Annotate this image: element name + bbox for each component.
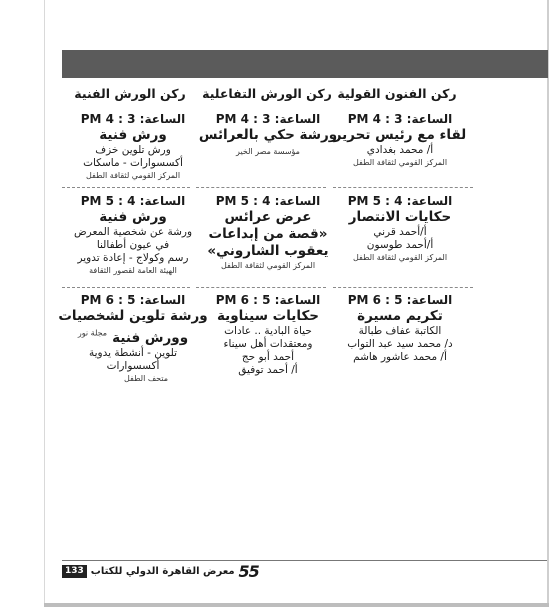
event-title: لقاء مع رئيس تحرير xyxy=(333,127,467,143)
event-organizer: المركز القومي لثقافة الطفل xyxy=(352,158,448,167)
header-bar xyxy=(62,50,548,78)
event-title: حكايات الانتصار xyxy=(348,209,452,225)
event-title: ورشة حكي بالعرائس xyxy=(198,127,338,143)
footer xyxy=(62,563,259,579)
event-title: يعقوب الشاروني» xyxy=(207,243,329,259)
event-time: الساعة: 5 : 6 PM xyxy=(80,293,186,307)
column-header-verbal-arts: ركن الفنون القولية xyxy=(337,86,457,101)
event-line: أ/ محمد عاشور هاشم xyxy=(353,351,447,363)
event-line: ورشة عن شخصية المعرض xyxy=(73,226,193,238)
event-title: ورش فنية xyxy=(99,127,167,143)
separator xyxy=(62,287,190,288)
event-cell xyxy=(325,111,475,169)
event-tag: مجلة نور xyxy=(77,328,108,338)
bottom-band xyxy=(44,603,549,607)
event-speaker: أ/ محمد بغدادي xyxy=(366,144,434,156)
event-line: حياة البادية .. عادات xyxy=(224,325,312,337)
event-line: أحمد أبو حج xyxy=(241,351,295,363)
event-title: ورش فنية xyxy=(99,209,167,225)
footer-title: معرض القاهرة الدولي للكتاب xyxy=(90,565,235,577)
event-line: في عيون أطفالنا xyxy=(96,239,170,251)
page-edge-right xyxy=(547,0,549,607)
event-cell xyxy=(325,193,475,264)
event-title: «قصة من إبداعات xyxy=(208,226,328,242)
footer-rule xyxy=(62,560,547,561)
event-line: د/ محمد سيد عبد التواب xyxy=(347,338,453,350)
event-speaker: أ/أحمد طوسون xyxy=(366,239,434,251)
event-cell xyxy=(325,292,475,364)
column-header-art-workshops: ركن الورش الفنية xyxy=(74,86,186,101)
event-organizer: المركز القومي لثقافة الطفل xyxy=(220,261,316,270)
event-cell xyxy=(58,193,208,277)
event-organizer: المركز القومي لثقافة الطفل xyxy=(352,253,448,262)
separator xyxy=(62,187,190,188)
separator xyxy=(196,287,326,288)
page-edge-left xyxy=(44,0,45,607)
separator xyxy=(333,287,473,288)
edition-number: 55 xyxy=(238,561,259,581)
event-line: أكسسوارات - ماسكات xyxy=(83,157,183,169)
event-time: الساعة: 3 : 4 PM xyxy=(347,112,453,126)
event-time: الساعة: 4 : 5 PM xyxy=(347,194,453,208)
event-subtitle: وورش فنية xyxy=(112,330,189,346)
event-time: الساعة: 3 : 4 PM xyxy=(80,112,186,126)
event-cell xyxy=(193,111,343,158)
event-line: الكاتبة عفاف طبالة xyxy=(358,325,442,337)
event-time: الساعة: 3 : 4 PM xyxy=(215,112,321,126)
event-cell xyxy=(193,292,343,377)
event-cell xyxy=(193,193,343,272)
page-number: 133 xyxy=(62,565,87,578)
event-title: عرض عرائس xyxy=(224,209,312,225)
event-time: الساعة: 4 : 5 PM xyxy=(80,194,186,208)
event-cell xyxy=(58,292,208,385)
event-cell xyxy=(58,111,208,182)
event-line: أكسسوارات xyxy=(106,360,160,372)
event-organizer: المركز القومي لثقافة الطفل xyxy=(85,171,181,180)
event-title: تكريم مسيرة xyxy=(357,308,443,324)
event-organizer: الهيئة العامة لقصور الثقافة xyxy=(89,266,177,275)
event-time: الساعة: 4 : 5 PM xyxy=(215,194,321,208)
event-line: أ/ أحمد توفيق xyxy=(238,364,298,376)
event-organizer: متحف الطفل xyxy=(123,374,168,383)
event-organizer: مؤسسة مصر الخير xyxy=(236,147,300,156)
event-time: الساعة: 5 : 6 PM xyxy=(347,293,453,307)
column-header-interactive-workshops: ركن الورش التفاعلية xyxy=(202,86,332,101)
separator xyxy=(333,187,473,188)
event-time: الساعة: 5 : 6 PM xyxy=(215,293,321,307)
event-line: رسم وكولاج - إعادة تدوير xyxy=(77,252,189,264)
separator xyxy=(196,187,326,188)
event-title: ورشة تلوين لشخصيات xyxy=(58,308,208,324)
event-line: تلوين - أنشطة يدوية xyxy=(88,347,178,359)
event-line: ورش تلوين خزف xyxy=(95,144,171,156)
event-line: ومعتقدات أهل سيناء xyxy=(223,338,313,350)
event-title: حكايات سيناوية xyxy=(216,308,320,324)
event-speaker: أ/أحمد قرني xyxy=(373,226,427,238)
